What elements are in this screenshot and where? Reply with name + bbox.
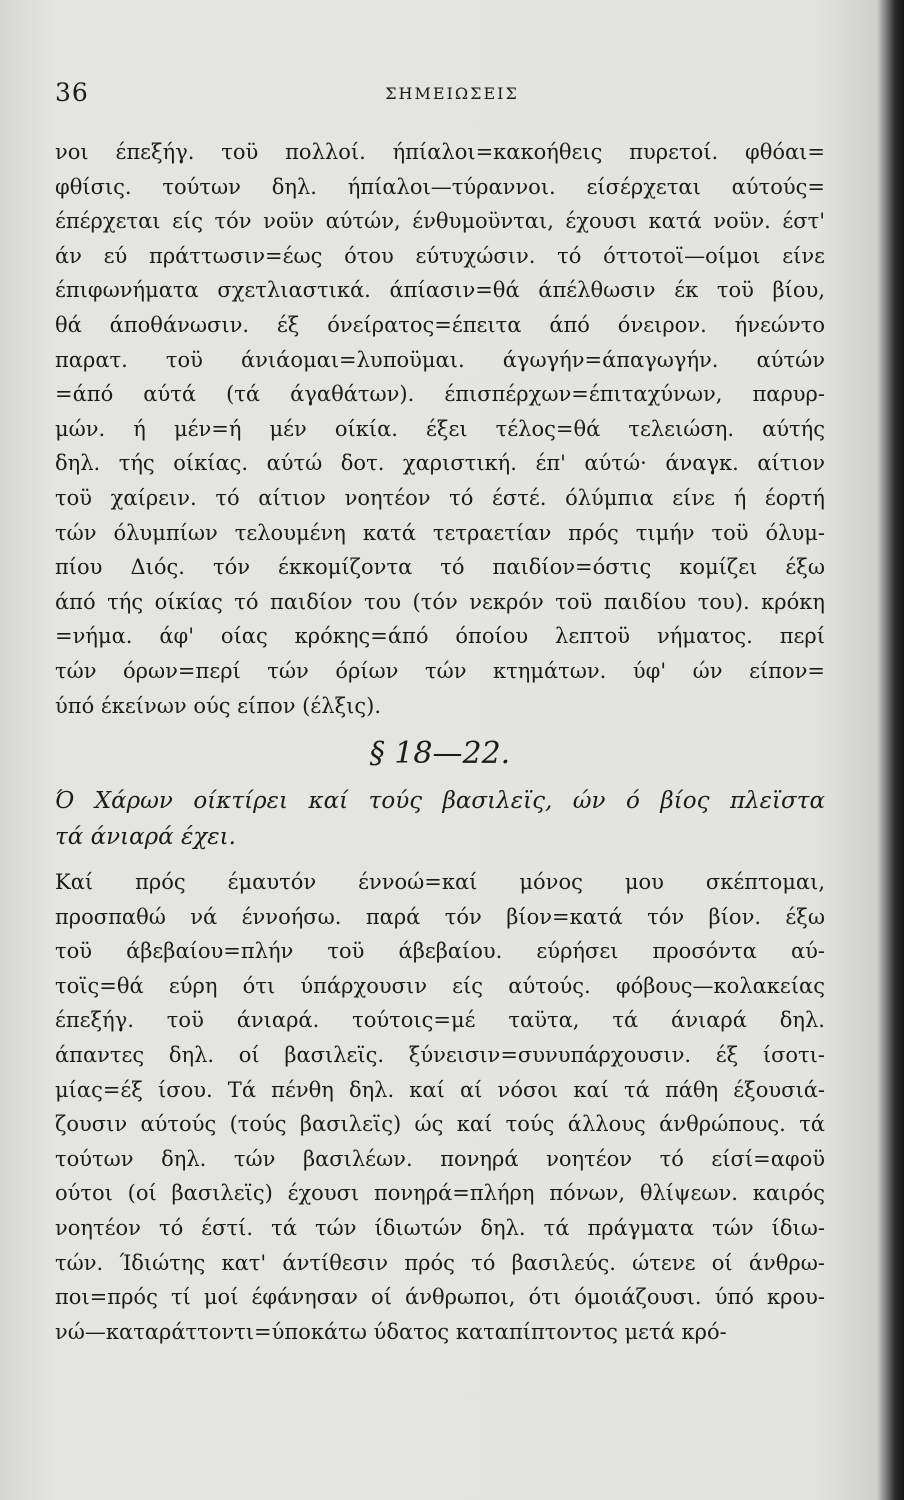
text-line: τά άνιαρά έχει. xyxy=(55,824,236,851)
page-number: 36 xyxy=(55,78,89,107)
text-line: φθίσις. τούτων δηλ. ήπίαλοι—τύραννοι. είσέρχεται αύτούς= xyxy=(55,174,825,199)
text-line: Καί πρός έμαυτόν έννοώ=καί μόνος μου σκέπτομαι, xyxy=(55,870,825,895)
text-line: ύπό έκείνων ούς είπον (έλξις). xyxy=(55,693,381,718)
text-line: νοητέον τό έστί. τά τών ίδιωτών δηλ. τά πράγματα τών ίδιω- xyxy=(55,1216,825,1241)
text-line: μίας=έξ ίσου. Τά πένθη δηλ. καί αί νόσοι καί τά πάθη έξουσιά- xyxy=(55,1077,825,1102)
text-line: =άπό αύτά (τά άγαθάτων). έπισπέρχων=έπιταχύνων, παρυρ- xyxy=(55,382,825,407)
notes-block-bottom xyxy=(55,865,825,1349)
text-line: έπιφωνήματα σχετλιαστικά. άπίασιν=θά άπέλθωσιν έκ τοϋ βίου, xyxy=(55,278,825,303)
text-line: τούτων δηλ. τών βασιλέων. πονηρά νοητέον τό είσί=αφοϋ xyxy=(55,1146,825,1171)
text-line: Ό Χάρων οίκτίρει καί τούς βασιλεϊς, ών ό βίος πλεϊστα xyxy=(55,788,825,815)
text-line: τοϋ χαίρειν. τό αίτιον νοητέον τό έστέ. όλύμπια είνε ή έορτή xyxy=(55,485,825,510)
text-line: τών. Ίδιώτης κατ' άντίθεσιν πρός τό βασιλεύς. ώτενε οί άνθρω- xyxy=(55,1250,825,1275)
text-line: μών. ή μέν=ή μέν οίκία. έξει τέλος=θά τελειώση. αύτής xyxy=(55,416,825,441)
notes-block-top xyxy=(55,135,825,723)
text-line: παρατ. τοϋ άνιάομαι=λυποϋμαι. άγωγήν=άπαγωγήν. αύτών xyxy=(55,347,825,372)
text-line: προσπαθώ νά έννοήσω. παρά τόν βίον=κατά τόν βίον. έξω xyxy=(55,904,825,929)
page-body xyxy=(55,135,825,1349)
text-line: τοϊς=θά εύρη ότι ύπάρχουσιν είς αύτούς. φόβους—κολακείας xyxy=(55,973,825,998)
spacer xyxy=(55,855,825,865)
running-title: ΣΗΜΕΙΩΣΕΙΣ xyxy=(385,84,519,103)
text-line: νοι έπεξήγ. τοϋ πολλοί. ήπίαλοι=κακοήθεις πυρετοί. φθόαι= xyxy=(55,140,825,164)
text-line: δηλ. τής οίκίας. αύτώ δοτ. χαριστική. έπ' αύτώ· άναγκ. αίτιον xyxy=(55,451,825,476)
text-line: τοϋ άβεβαίου=πλήν τοϋ άβεβαίου. εύρήσει προσόντα αύ- xyxy=(55,939,825,964)
text-line: άν εύ πράττωσιν=έως ότου εύτυχώσιν. τό όττοτοϊ—οίμοι είνε xyxy=(55,243,825,268)
section-summary xyxy=(55,783,825,855)
text-line: τών όλυμπίων τελουμένη κατά τετραετίαν πρός τιμήν τοϋ όλυμ- xyxy=(55,520,825,545)
text-line: ζουσιν αύτούς (τούς βασιλεϊς) ώς καί τούς άλλους άνθρώπους. τά xyxy=(55,1112,825,1137)
text-line: θά άποθάνωσιν. έξ όνείρατος=έπειτα άπό όνειρον. ήνεώντο xyxy=(55,312,825,337)
text-line: έπεξήγ. τοϋ άνιαρά. τούτοις=μέ ταϋτα, τά άνιαρά δηλ. xyxy=(55,1008,825,1033)
section-heading: § 18—22. xyxy=(369,736,511,772)
text-line: πίου Διός. τόν έκκομίζοντα τό παιδίον=όστις κομίζει έξω xyxy=(55,555,825,580)
text-line: έπέρχεται είς τόν νοϋν αύτών, ένθυμοϋνται, έχουσι κατά νοϋν. έστ' xyxy=(55,209,825,234)
text-line: νώ—καταράττοντι=ύποκάτω ύδατος καταπίπτοντος μετά κρό- xyxy=(55,1319,727,1344)
text-line: τών όρων=περί τών όρίων τών κτημάτων. ύφ' ών είπον= xyxy=(55,658,825,683)
text-line: ποι=πρός τί μοί έφάνησαν οί άνθρωποι, ότι όμοιάζουσι. ύπό κρου- xyxy=(55,1285,825,1310)
text-line: =νήμα. άφ' οίας κρόκης=άπό όποίου λεπτοϋ νήματος. περί xyxy=(55,624,825,649)
text-line: ούτοι (οί βασιλεϊς) έχουσι πονηρά=πλήρη πόνων, θλίψεων. καιρός xyxy=(55,1181,825,1206)
text-line: άπαντες δηλ. οί βασιλεϊς. ξύνεισιν=συνυπάρχουσιν. έξ ίσοτι- xyxy=(55,1043,825,1068)
text-line: άπό τής οίκίας τό παιδίον του (τόν νεκρόν τοϋ παιδίου του). κρόκη xyxy=(55,589,825,614)
